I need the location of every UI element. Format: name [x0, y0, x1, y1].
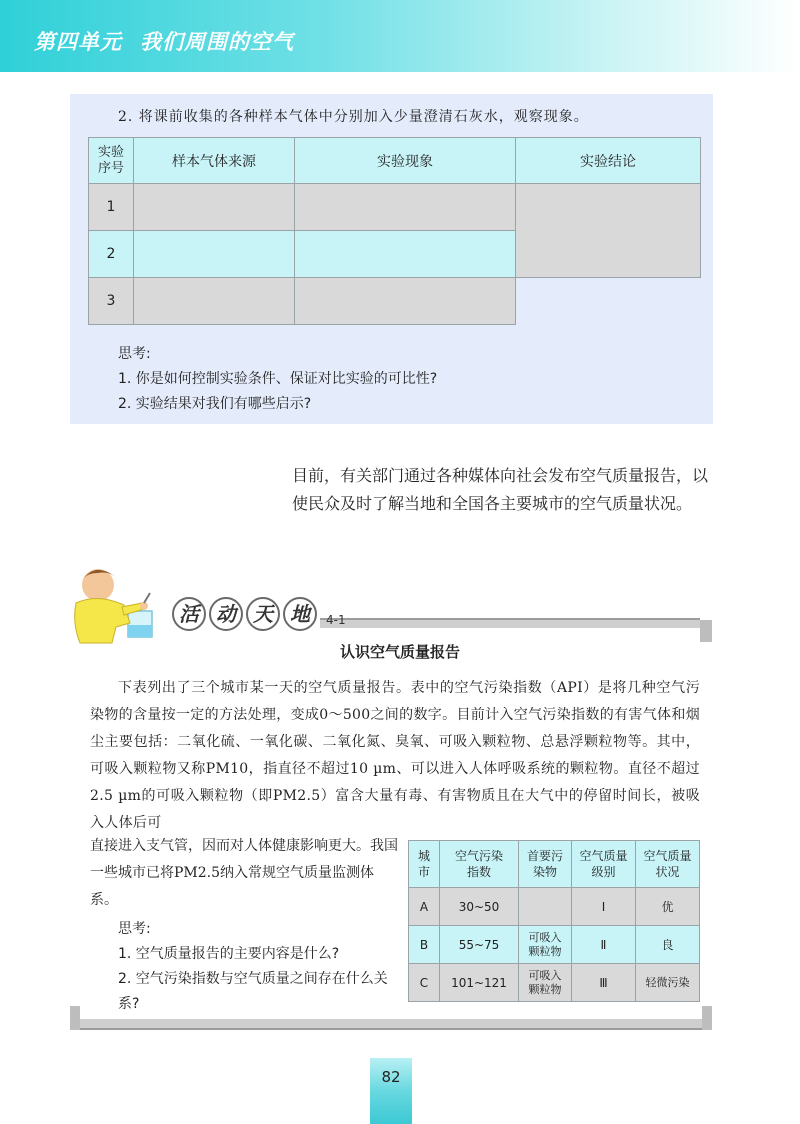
- experiment-table-header: [89, 138, 701, 184]
- api-header-status: [636, 841, 700, 888]
- activity-bottom-rule: [70, 1019, 712, 1030]
- api-city: B: [409, 926, 440, 964]
- api-level: Ⅲ: [572, 964, 636, 1002]
- experiment-box: [70, 94, 713, 424]
- api-level: Ⅱ: [572, 926, 636, 964]
- activity-think: [90, 917, 406, 1017]
- row-phenomenon: [295, 278, 516, 325]
- banner-char: 动: [209, 597, 243, 631]
- table-row: [89, 278, 701, 325]
- experiment-think: [118, 342, 437, 417]
- row-number: 3: [89, 278, 134, 325]
- row-number: 2: [89, 231, 134, 278]
- api-header-index: [440, 841, 519, 888]
- header-phenomenon: 实验现象: [295, 138, 516, 184]
- api-city: C: [409, 964, 440, 1002]
- api-status: 良: [636, 926, 700, 964]
- table-row: [409, 926, 700, 964]
- header-conclusion: 实验结论: [516, 138, 701, 184]
- header-seq-text: 实验 序号: [97, 144, 124, 176]
- api-header-level: [572, 841, 636, 888]
- experiment-table: [88, 137, 701, 325]
- row-conclusion: [516, 184, 701, 278]
- header-seq: [89, 138, 134, 184]
- api-index: 55~75: [440, 926, 519, 964]
- think-question: 2. 实验结果对我们有哪些启示?: [118, 396, 312, 412]
- empty-cell: [516, 278, 701, 325]
- api-header-pollutant-text: 首要污 染物: [526, 849, 563, 879]
- api-table: [408, 840, 700, 1002]
- banner-char: 地: [283, 597, 317, 631]
- think-question: 1. 你是如何控制实验条件、保证对比实验的可比性?: [118, 371, 438, 387]
- table-row: [409, 964, 700, 1002]
- banner-char: 天: [246, 597, 280, 631]
- api-table-header: [409, 841, 700, 888]
- activity-top-rule: [320, 618, 700, 628]
- api-header-city-text: 城 市: [417, 849, 430, 879]
- activity-code: 4-1: [326, 613, 346, 627]
- row-phenomenon: [295, 184, 516, 231]
- header-source: 样本气体来源: [134, 138, 295, 184]
- activity-paragraph: 下表列出了三个城市某一天的空气质量报告。表中的空气污染指数（API）是将几种空气污染物的含量按一定的方法处理，变成0～500之间的数字。目前计入空气污染指数的有害气体和烟尘主要包括：二氧化硫、一氧化碳、二氧化氮、臭氧、可吸入颗粒物、总悬浮颗粒物等。其中，可吸入颗粒物又称PM10，指直径不超过10 µm、可以进入人体呼吸系统的颗粒物。直径不超过2.5 µm的可吸入颗粒物（即PM2.5）富含大量有毒、有害物质且在大气中的停留时间长，被吸入人体后可: [90, 680, 700, 831]
- unit-number: 第四单元: [34, 30, 122, 54]
- row-source: [134, 184, 295, 231]
- activity-paragraph-continued: 直接进入支气管，因而对人体健康影响更大。我国一些城市已将PM2.5纳入常规空气质量监测体系。: [90, 838, 398, 908]
- unit-title: [34, 26, 312, 56]
- activity-frame-post-left: [70, 1006, 80, 1030]
- api-header-pollutant: [519, 841, 572, 888]
- activity-frame-post-right: [702, 1006, 712, 1030]
- api-index: 30~50: [440, 888, 519, 926]
- page-number: 82: [381, 1068, 401, 1086]
- intro-paragraph: 目前，有关部门通过各种媒体向社会发布空气质量报告，以使民众及时了解当地和全国各主要城市的空气质量状况。: [292, 466, 709, 513]
- row-phenomenon: [295, 231, 516, 278]
- api-header-level-text: 空气质量 级别: [579, 849, 628, 879]
- api-header-status-text: 空气质量 状况: [643, 849, 692, 879]
- activity-banner: [172, 596, 346, 632]
- api-level: Ⅰ: [572, 888, 636, 926]
- api-status: 轻微污染: [636, 964, 700, 1002]
- think-question: 2. 空气污染指数与空气质量之间存在什么关系?: [118, 971, 388, 1012]
- row-number: 1: [89, 184, 134, 231]
- row-source: [134, 231, 295, 278]
- banner-char: 活: [172, 597, 206, 631]
- api-pollutant: [519, 888, 572, 926]
- api-city: A: [409, 888, 440, 926]
- api-pollutant-text: 可吸入 颗粒物: [528, 968, 562, 996]
- think-question: 1. 空气质量报告的主要内容是什么?: [118, 946, 340, 962]
- experiment-step: 2. 将课前收集的各种样本气体中分别加入少量澄清石灰水，观察现象。: [118, 109, 589, 125]
- table-row: [89, 184, 701, 231]
- child-illustration: [64, 563, 174, 645]
- activity-body: [90, 675, 700, 837]
- api-pollutant: [519, 926, 572, 964]
- unit-name: 我们周围的空气: [140, 30, 294, 54]
- api-header-index-text: 空气污染 指数: [454, 849, 503, 879]
- think-label: 思考:: [118, 921, 151, 937]
- api-status: 优: [636, 888, 700, 926]
- table-row: [409, 888, 700, 926]
- api-pollutant-text: 可吸入 颗粒物: [528, 930, 562, 958]
- activity-subtitle: 认识空气质量报告: [339, 643, 460, 661]
- api-pollutant: [519, 964, 572, 1002]
- activity-frame-post: [700, 620, 712, 642]
- api-index: 101~121: [440, 964, 519, 1002]
- think-label: 思考:: [118, 346, 151, 362]
- api-header-city: [409, 841, 440, 888]
- unit-header: [0, 0, 800, 72]
- activity-bottom-frame: [70, 1016, 712, 1030]
- row-source: [134, 278, 295, 325]
